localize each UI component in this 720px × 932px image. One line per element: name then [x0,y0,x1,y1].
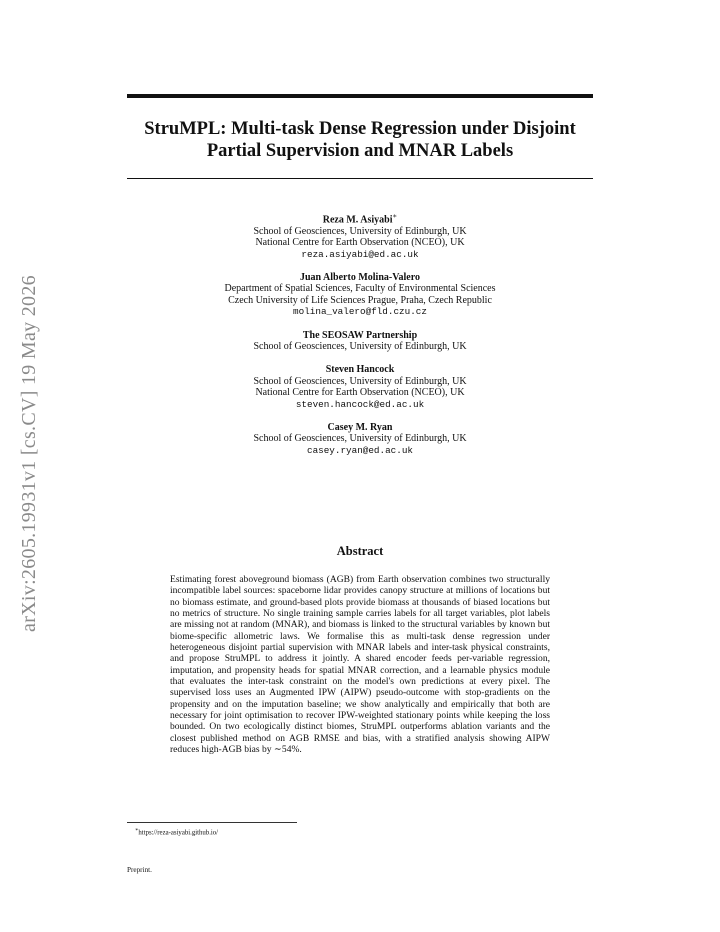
author-name: Casey M. Ryan [327,422,393,434]
footnote [135,827,218,836]
author-affiliation: School of Geosciences, University of Edinburgh, UK [253,340,467,352]
author-affiliation: Czech University of Life Sciences Prague, Praha, Czech Republic [228,294,492,306]
author-block [127,364,593,410]
paper-title [127,118,593,162]
author-affiliation: School of Geosciences, University of Edinburgh, UK [253,433,467,445]
author-affiliation: School of Geosciences, University of Edinburgh, UK [253,375,467,387]
author-name: Steven Hancock [325,364,395,376]
author-name: Juan Alberto Molina-Valero [299,271,420,283]
arxiv-identifier-text: arXiv:2605.19931v1 [cs.CV] 19 May 2026 [17,274,40,632]
author-block [127,422,593,456]
author-email[interactable]: casey.ryan@ed.ac.uk [306,444,413,456]
abstract-text: Estimating forest aboveground biomass (AGB) from Earth observation combines two structurally incompatible label sources: spaceborne lidar provides canopy structure at millions of locations but no biomass estimate, and ground-based plots provide biomass at thousands of biased locations but no metrics of structure. No single training sample carries labels for all target variables, plot labels are missing not at random (MNAR), and biomass is linked to the structural variables by known but biome-specific allometric laws. We formalise this as multi-task dense regression under heterogeneous disjoint partial supervision with MNAR labels and inter-task physical constraints, and propose StruMPL to address it jointly. A shared encoder feeds per-variable regression, imputation, and propensity heads for spatial MNAR correction, and a learnable physics module that evaluates the inter-task constraint on the model's own predictions at every pixel. The supervised loss uses an Augmented IPW (AIPW) pseudo-outcome with stop-gradients on the propensity and on the imputation baseline; we show analytically and empirically that both are necessary for joint optimisation to recover IPW-weighted stationary points while keeping the loss bounded. On two ecologically distinct biomes, StruMPL outperforms ablation variants and the closest published method on AGB RMSE and bias, with a stratified analysis showing AIPW reduces high-AGB bias by ∼54%. [170,574,550,756]
title-bottom-rule [127,178,593,179]
arxiv-identifier [14,258,44,648]
author-name: The SEOSAW Partnership [302,329,418,341]
author-email[interactable]: reza.asiyabi@ed.ac.uk [301,248,419,260]
author-affiliation: School of Geosciences, University of Edinburgh, UK [253,225,467,237]
preprint-label: Preprint. [127,866,152,874]
paper-title-line-2: Partial Supervision and MNAR Labels [206,141,514,161]
footnote-marker: ∗ [135,828,139,833]
paper-title-line-1: StruMPL: Multi-task Dense Regression under Disjoint [144,119,576,139]
author-list [127,211,593,468]
author-email[interactable]: molina_valero@fld.czu.cz [293,306,427,318]
author-block [127,330,593,353]
footnote-rule [127,822,297,823]
author-block [127,211,593,260]
author-block [127,272,593,318]
author-email[interactable]: steven.hancock@ed.ac.uk [295,398,425,410]
author-affiliation: Department of Spatial Sciences, Faculty of Environmental Sciences [224,283,496,295]
author-affiliation: National Centre for Earth Observation (NCEO), UK [255,387,465,399]
footnote-link[interactable]: https://reza-asiyabi.github.io/ [138,829,219,837]
footnote-marker: ∗ [392,212,398,220]
title-top-rule [127,94,593,98]
author-name: Reza M. Asiyabi∗ [322,212,398,226]
abstract-heading: Abstract [336,544,384,558]
author-affiliation: National Centre for Earth Observation (NCEO), UK [255,237,465,249]
